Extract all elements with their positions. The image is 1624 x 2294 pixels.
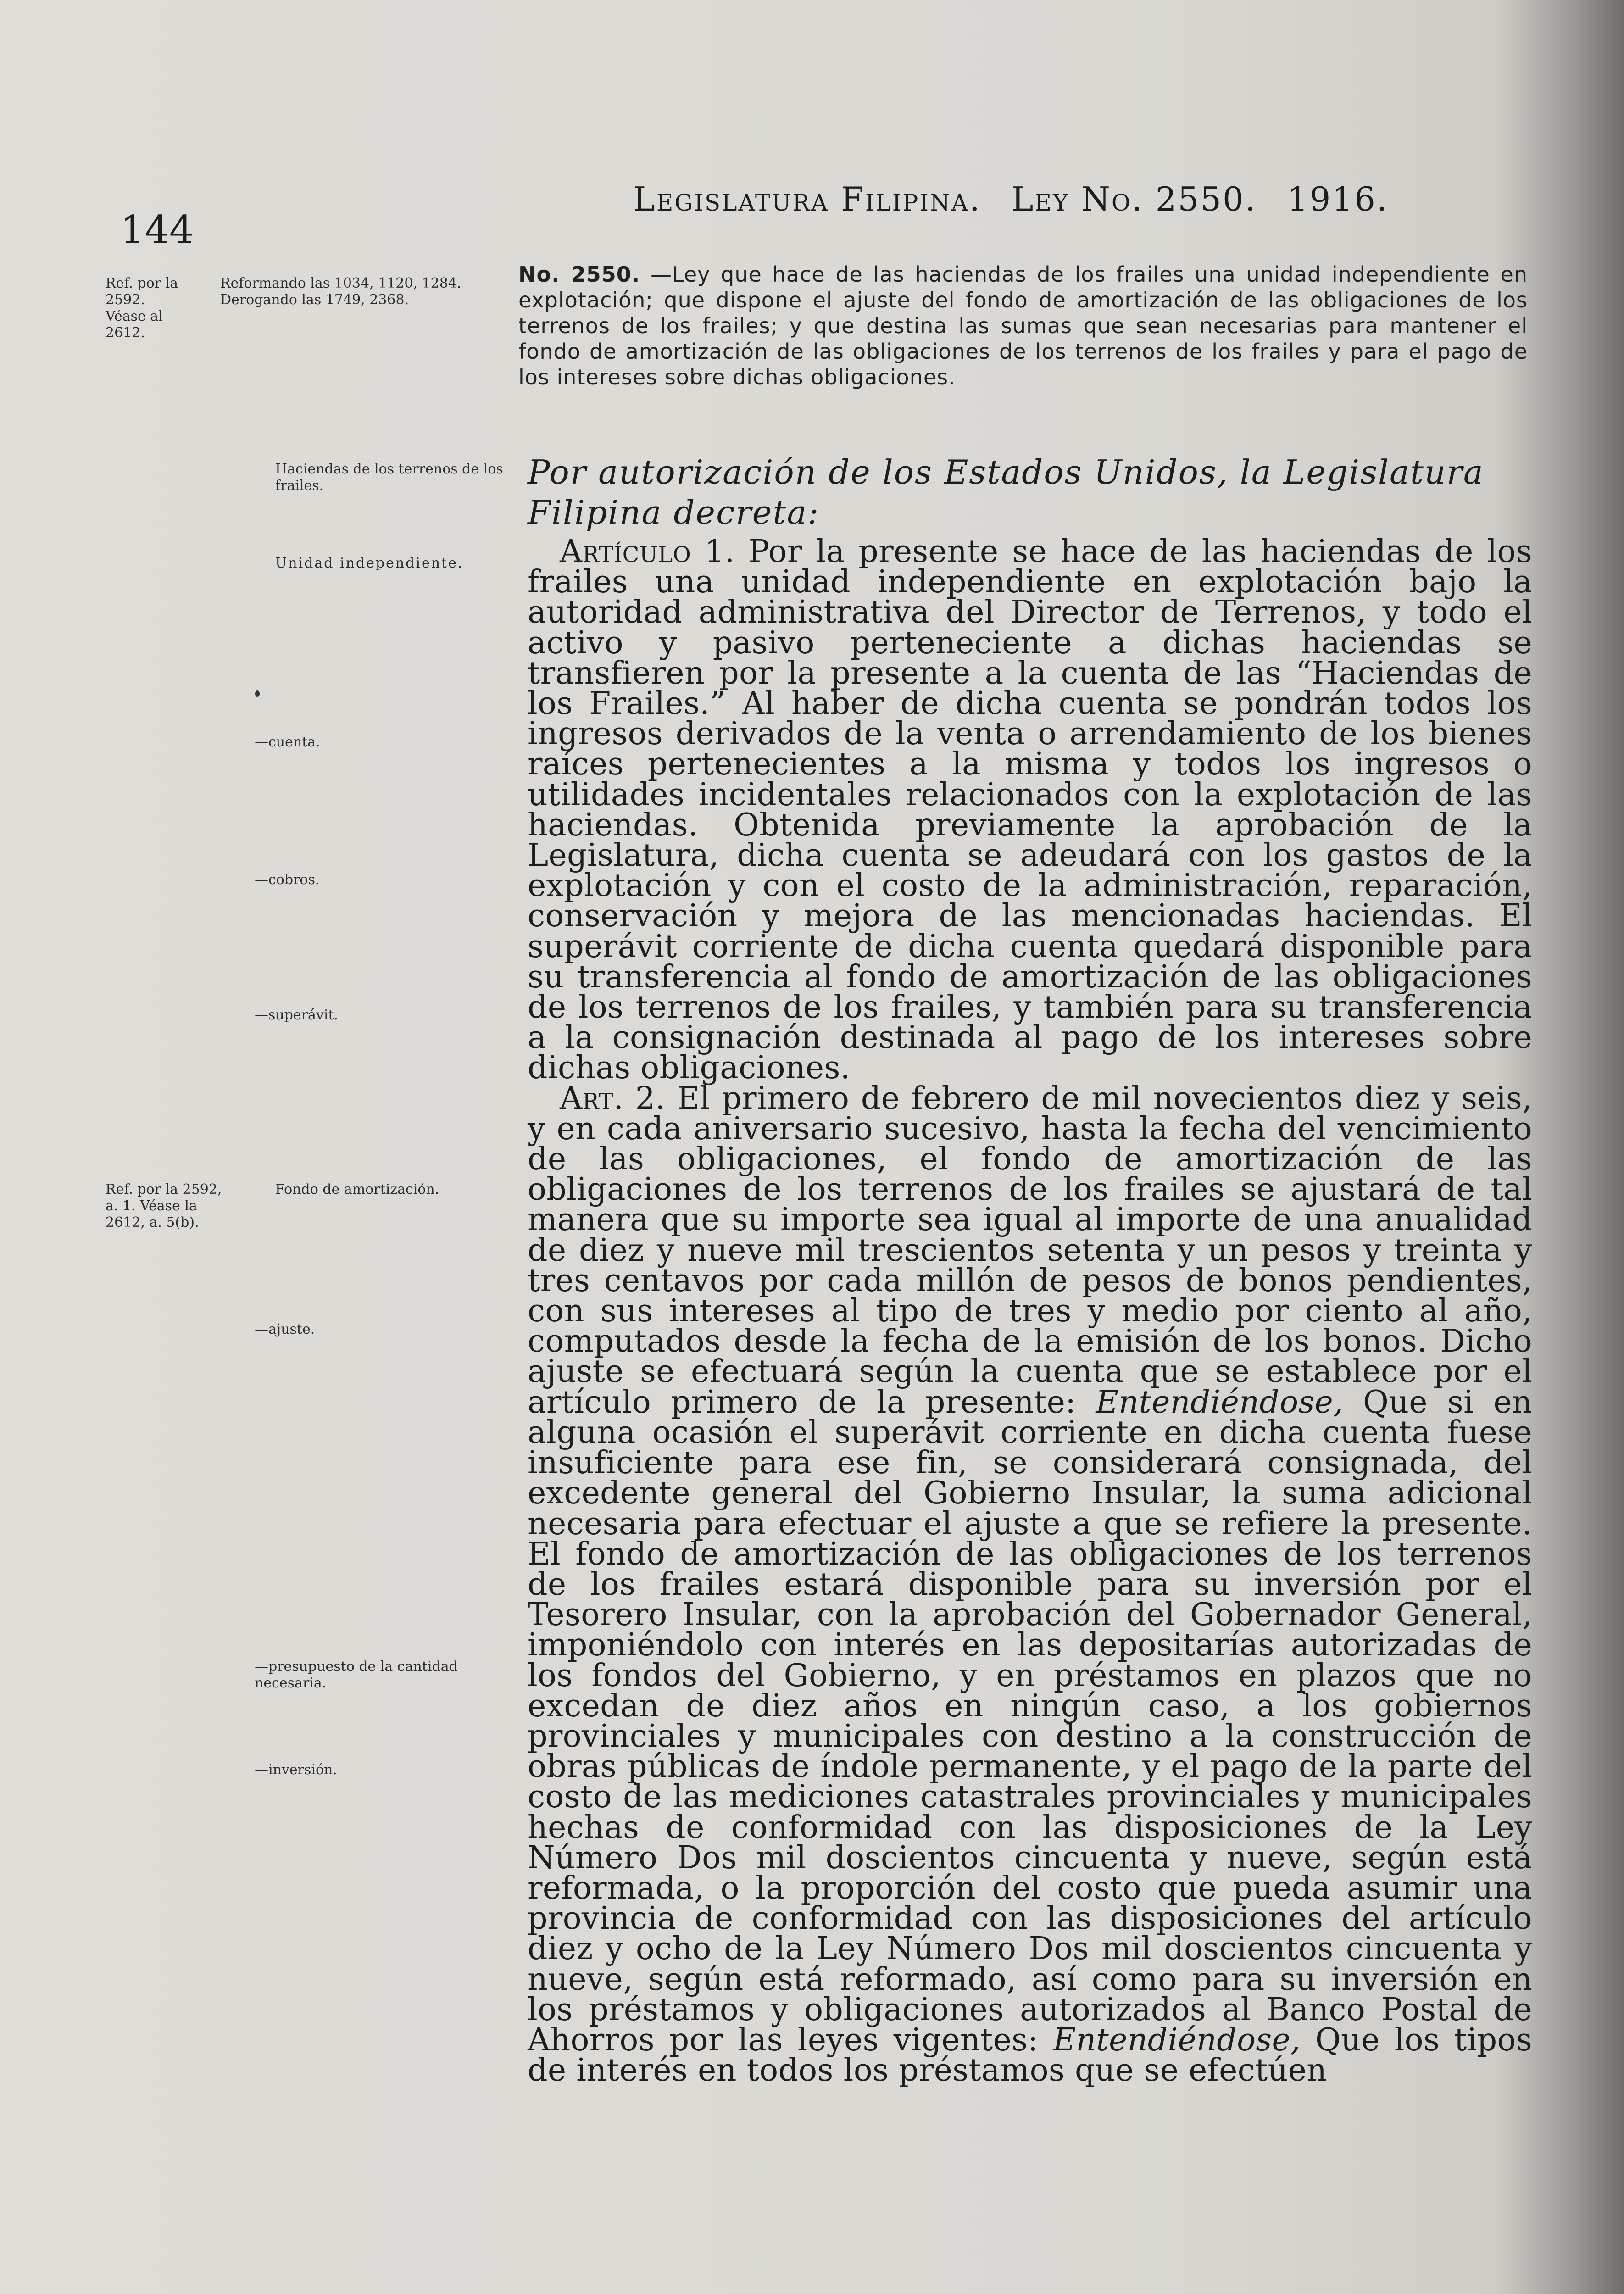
margin-cuenta: —cuenta.	[255, 734, 320, 750]
act-number: No. 2550.	[518, 262, 640, 287]
article-2-proviso-1: Entendiéndose,	[1096, 1384, 1344, 1420]
margin-presupuesto: —presupuesto de la cantidad necesaria.	[255, 1659, 458, 1691]
article-1	[528, 534, 1532, 1086]
article-2	[528, 1080, 1532, 2089]
margin-cobros: —cobros.	[255, 872, 320, 888]
margin-inversion: —inversión.	[255, 1762, 337, 1778]
running-head-year: 1916.	[1287, 180, 1389, 218]
margin-ref-mid: Ref. por la 2592, a. 1. Véase la 2612, a. 5(b).	[106, 1181, 222, 1231]
running-head	[633, 180, 1407, 218]
margin-superavit: —superávit.	[255, 1007, 339, 1023]
article-2-label: Art. 2.	[560, 1080, 666, 1117]
margin-mark	[255, 690, 260, 697]
margin-unidad: Unidad independiente.	[275, 555, 464, 571]
article-2-proviso-2: Entendiéndose,	[1053, 2021, 1301, 2058]
running-head-law: Ley No. 2550.	[1011, 180, 1257, 218]
margin-ajuste: —ajuste.	[255, 1321, 315, 1337]
article-2-text-c: Que los tipos de interés en todos los préstamos que se efectúen	[528, 2021, 1532, 2089]
act-summary-text: —Ley que hace de las haciendas de los frailes una unidad independiente en explotación; que dispone el ajuste del fondo de amortización de las obligaciones de los terrenos de los frailes; y que destina las sumas que sean necesarias para mantener el fondo de amortización de las obligaciones de los terrenos de los frailes y para el pago de los intereses sobre dichas obligaciones.	[518, 262, 1528, 390]
running-head-title: Legislatura Filipina.	[633, 180, 981, 218]
margin-reform: Reformando las 1034, 1120, 1284. Derogando las 1749, 2368.	[220, 275, 462, 308]
act-summary	[518, 262, 1528, 390]
article-1-label: Artículo 1.	[560, 534, 735, 570]
margin-haciendas: Haciendas de los terrenos de los frailes.	[275, 461, 503, 494]
enacting-clause: Por autorización de los Estados Unidos, la Legislatura Filipina decreta:	[528, 453, 1484, 532]
body-text	[528, 534, 1532, 2089]
margin-ref-top: Ref. por la 2592. Véase al 2612.	[106, 275, 178, 341]
article-2-text-a: El primero de febrero de mil novecientos diez y seis, y en cada aniversario sucesivo, hasta la fecha del vencimiento de las obligaciones, el fondo de amortización de las obligaciones de los terrenos de los frailes se ajustará de tal manera que su importe sea igual al importe de una anualidad de diez y nueve mil trescientos setenta y un pesos y treinta y tres centavos por cada millón de pesos de bonos pendientes, con sus intereses al tipo de tres y medio por ciento al año, computados desde la fecha de la emisión de los bonos. Dicho ajuste se efectuará según la cuenta que se establece por el artículo primero de la presente:	[528, 1080, 1532, 1420]
page-number: 144	[120, 207, 194, 252]
margin-fondo: Fondo de amortización.	[275, 1181, 439, 1197]
article-1-text: Por la presente se hace de las haciendas de los frailes una unidad independiente en explotación bajo la autoridad administrativa del Director de Terrenos, y todo el activo y pasivo perteneciente a dichas haciendas se transfieren por la presente a la cuenta de las “Haciendas de los Frailes.” Al haber de dicha cuenta se pondrán todos los ingresos derivados de la venta o arrendamiento de los bienes raíces pertenecientes a la misma y todos los ingresos o utilidades incidentales relacionados con la explotación de las haciendas. Obtenida previamente la aprobación de la Legislatura, dicha cuenta se adeudará con los gastos de la explotación y con el costo de la administración, reparación, conservación y mejora de las mencionadas haciendas. El superávit corriente de dicha cuenta quedará disponible para su transferencia al fondo de amortización de las obligaciones de los terrenos de los frailes, y también para su transferencia a la consignación destinada al pago de los intereses sobre dichas obligaciones.	[528, 534, 1532, 1086]
article-2-text-b: Que si en alguna ocasión el superávit corriente en dicha cuenta fuese insuficiente para ese fin, se considerará consignada, del excedente general del Gobierno Insular, la suma adicional necesaria para efectuar el ajuste a que se refiere la presente. El fondo de amortización de las obligaciones de los terrenos de los frailes estará disponible para su inversión por el Tesorero Insular, con la aprobación del Gobernador General, imponiéndolo con interés en las depositarías autorizadas de los fondos del Gobierno, y en préstamos en plazos que no excedan de diez años en ningún caso, a los gobiernos provinciales y municipales con destino a la construcción de obras públicas de índole permanente, y el pago de la parte del costo de las mediciones catastrales provinciales y municipales hechas de conformidad con las disposiciones de la Ley Número Dos mil doscientos cincuenta y nueve, según está reformada, o la proporción del costo que pueda asumir una provincia de conformidad con las disposiciones del artículo diez y ocho de la Ley Número Dos mil doscientos cincuenta y nueve, según está reformado, así como para su inversión en los préstamos y obligaciones autorizados al Banco Postal de Ahorros por las leyes vigentes:	[528, 1384, 1532, 2058]
